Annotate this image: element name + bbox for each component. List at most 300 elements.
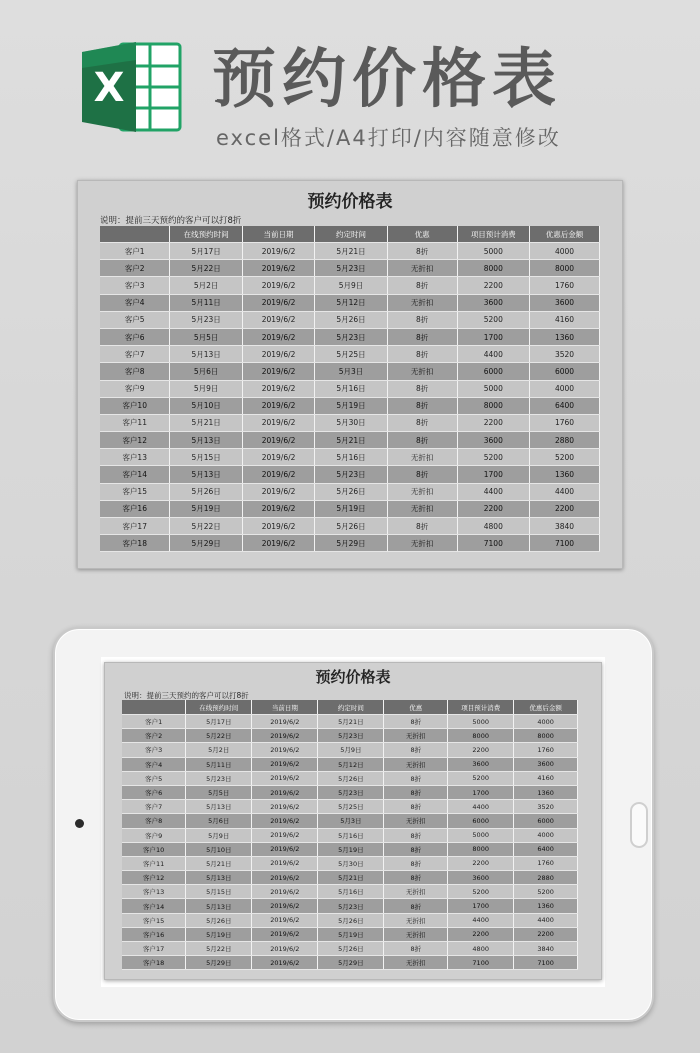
table-cell: 无折扣 xyxy=(384,885,448,899)
table-cell: 3520 xyxy=(530,346,600,363)
table-cell: 2019/6/2 xyxy=(242,500,314,517)
table-cell: 2019/6/2 xyxy=(242,414,314,431)
column-header: 在线预约时间 xyxy=(186,700,252,715)
table-cell: 8折 xyxy=(384,743,448,757)
table-cell: 5月19日 xyxy=(315,397,387,414)
price-table xyxy=(100,226,600,552)
table-cell: 5200 xyxy=(457,449,529,466)
excel-logo-icon xyxy=(82,40,182,134)
table-row xyxy=(122,885,578,899)
table-cell: 5月26日 xyxy=(315,518,387,535)
sheet-note: 说明：提前三天预约的客户可以打8折 xyxy=(100,216,242,226)
customer-cell: 客户9 xyxy=(122,828,186,842)
table-cell: 2019/6/2 xyxy=(252,871,318,885)
table-cell: 8折 xyxy=(387,277,457,294)
table-cell: 5月23日 xyxy=(170,311,242,328)
table-row xyxy=(100,483,600,500)
table-cell: 1760 xyxy=(514,743,578,757)
table-cell: 2019/6/2 xyxy=(242,432,314,449)
table-cell: 5月12日 xyxy=(315,294,387,311)
table-cell: 5月21日 xyxy=(318,871,384,885)
table-cell: 8折 xyxy=(384,842,448,856)
column-header: 当前日期 xyxy=(242,226,314,243)
table-cell: 5200 xyxy=(448,771,514,785)
table-cell: 8折 xyxy=(384,828,448,842)
table-cell: 8折 xyxy=(387,414,457,431)
table-cell: 8000 xyxy=(530,260,600,277)
table-cell: 4000 xyxy=(530,243,600,260)
column-header: 在线预约时间 xyxy=(170,226,242,243)
customer-cell: 客户2 xyxy=(100,260,170,277)
table-cell: 3600 xyxy=(457,294,529,311)
excel-logo-letter: X xyxy=(93,65,125,111)
table-row xyxy=(122,800,578,814)
table-cell: 5月21日 xyxy=(315,243,387,260)
table-body xyxy=(100,243,600,552)
table-cell: 5月23日 xyxy=(315,328,387,345)
table-row xyxy=(100,397,600,414)
table-cell: 5000 xyxy=(448,828,514,842)
table-cell: 2019/6/2 xyxy=(242,277,314,294)
table-cell: 2200 xyxy=(448,856,514,870)
table-cell: 5200 xyxy=(530,449,600,466)
table-cell: 8折 xyxy=(384,800,448,814)
table-cell: 5月26日 xyxy=(318,942,384,956)
table-row xyxy=(100,277,600,294)
table-row xyxy=(122,942,578,956)
table-cell: 2019/6/2 xyxy=(242,328,314,345)
customer-cell: 客户18 xyxy=(122,956,186,970)
table-cell: 5月15日 xyxy=(170,449,242,466)
table-cell: 5月19日 xyxy=(186,927,252,941)
customer-cell: 客户16 xyxy=(100,500,170,517)
table-cell: 5000 xyxy=(457,380,529,397)
sheet-preview-small xyxy=(104,662,602,980)
table-cell: 3600 xyxy=(448,871,514,885)
table-cell: 5月25日 xyxy=(318,800,384,814)
customer-cell: 客户12 xyxy=(122,871,186,885)
table-cell: 无折扣 xyxy=(384,757,448,771)
table-cell: 2019/6/2 xyxy=(252,899,318,913)
table-cell: 2019/6/2 xyxy=(252,785,318,799)
table-cell: 8折 xyxy=(387,466,457,483)
customer-cell: 客户13 xyxy=(122,885,186,899)
table-row xyxy=(100,466,600,483)
table-cell: 无折扣 xyxy=(387,260,457,277)
table-cell: 5月22日 xyxy=(170,518,242,535)
column-header xyxy=(122,700,186,715)
customer-cell: 客户8 xyxy=(122,814,186,828)
table-cell: 5月23日 xyxy=(315,260,387,277)
table-row xyxy=(122,785,578,799)
table-cell: 5月23日 xyxy=(315,466,387,483)
table-cell: 5月26日 xyxy=(318,913,384,927)
table-cell: 5000 xyxy=(457,243,529,260)
table-row xyxy=(122,871,578,885)
table-cell: 5月15日 xyxy=(186,885,252,899)
table-cell: 1700 xyxy=(457,328,529,345)
customer-cell: 客户13 xyxy=(100,449,170,466)
table-row xyxy=(100,449,600,466)
column-header xyxy=(100,226,170,243)
table-cell: 5月22日 xyxy=(170,260,242,277)
table-cell: 8折 xyxy=(387,380,457,397)
table-row xyxy=(100,363,600,380)
customer-cell: 客户4 xyxy=(100,294,170,311)
table-cell: 5月13日 xyxy=(186,800,252,814)
table-cell: 1700 xyxy=(457,466,529,483)
table-cell: 5月29日 xyxy=(170,535,242,552)
table-cell: 6000 xyxy=(514,814,578,828)
table-row xyxy=(122,757,578,771)
customer-cell: 客户18 xyxy=(100,535,170,552)
table-cell: 5月16日 xyxy=(318,885,384,899)
table-row xyxy=(122,842,578,856)
table-cell: 3600 xyxy=(457,432,529,449)
table-cell: 8折 xyxy=(384,942,448,956)
table-cell: 5月3日 xyxy=(315,363,387,380)
table-cell: 5月29日 xyxy=(318,956,384,970)
table-cell: 5月21日 xyxy=(315,432,387,449)
table-row xyxy=(122,927,578,941)
table-row xyxy=(122,899,578,913)
table-cell: 5月26日 xyxy=(315,483,387,500)
customer-cell: 客户5 xyxy=(122,771,186,785)
table-cell: 5月13日 xyxy=(170,432,242,449)
table-cell: 8折 xyxy=(384,785,448,799)
table-cell: 5月5日 xyxy=(186,785,252,799)
customer-cell: 客户14 xyxy=(100,466,170,483)
table-cell: 5月26日 xyxy=(315,311,387,328)
table-row xyxy=(100,294,600,311)
table-cell: 3600 xyxy=(530,294,600,311)
table-cell: 1360 xyxy=(530,466,600,483)
table-cell: 5月10日 xyxy=(170,397,242,414)
table-cell: 1760 xyxy=(514,856,578,870)
table-cell: 5月13日 xyxy=(186,871,252,885)
table-header-row xyxy=(100,226,600,243)
table-cell: 6000 xyxy=(530,363,600,380)
table-cell: 1760 xyxy=(530,277,600,294)
table-cell: 8折 xyxy=(384,871,448,885)
table-cell: 3840 xyxy=(530,518,600,535)
table-cell: 5月5日 xyxy=(170,328,242,345)
table-cell: 2019/6/2 xyxy=(242,535,314,552)
table-cell: 5月10日 xyxy=(186,842,252,856)
table-cell: 2200 xyxy=(448,927,514,941)
table-cell: 1360 xyxy=(530,328,600,345)
table-cell: 2200 xyxy=(530,500,600,517)
table-body xyxy=(122,715,578,970)
table-cell: 4000 xyxy=(514,715,578,729)
tablet-home-button xyxy=(630,802,648,848)
table-cell: 5月29日 xyxy=(186,956,252,970)
table-cell: 8000 xyxy=(448,729,514,743)
table-row xyxy=(122,814,578,828)
customer-cell: 客户3 xyxy=(122,743,186,757)
table-cell: 2019/6/2 xyxy=(252,927,318,941)
table-cell: 2019/6/2 xyxy=(252,715,318,729)
table-cell: 2019/6/2 xyxy=(252,842,318,856)
customer-cell: 客户9 xyxy=(100,380,170,397)
table-row xyxy=(122,729,578,743)
table-cell: 2019/6/2 xyxy=(242,483,314,500)
table-cell: 无折扣 xyxy=(387,363,457,380)
column-header: 优惠后金额 xyxy=(530,226,600,243)
table-cell: 5月9日 xyxy=(318,743,384,757)
table-cell: 2019/6/2 xyxy=(242,397,314,414)
table-cell: 8折 xyxy=(387,432,457,449)
table-cell: 5200 xyxy=(448,885,514,899)
table-cell: 2019/6/2 xyxy=(242,518,314,535)
column-header: 优惠后金额 xyxy=(514,700,578,715)
table-cell: 8000 xyxy=(514,729,578,743)
table-cell: 1700 xyxy=(448,899,514,913)
table-cell: 4000 xyxy=(530,380,600,397)
page-subtitle: excel格式/A4打印/内容随意修改 xyxy=(216,126,561,150)
table-cell: 2200 xyxy=(457,414,529,431)
customer-cell: 客户6 xyxy=(100,328,170,345)
table-cell: 5月22日 xyxy=(186,729,252,743)
table-cell: 无折扣 xyxy=(384,814,448,828)
table-cell: 无折扣 xyxy=(384,729,448,743)
table-cell: 4400 xyxy=(448,800,514,814)
table-cell: 2019/6/2 xyxy=(252,814,318,828)
table-cell: 5月17日 xyxy=(186,715,252,729)
column-header: 约定时间 xyxy=(318,700,384,715)
table-cell: 2019/6/2 xyxy=(252,800,318,814)
table-cell: 无折扣 xyxy=(384,927,448,941)
table-row xyxy=(100,260,600,277)
table-cell: 5月23日 xyxy=(318,899,384,913)
price-table xyxy=(122,700,578,970)
table-cell: 3600 xyxy=(514,757,578,771)
table-cell: 4400 xyxy=(448,913,514,927)
table-cell: 5月16日 xyxy=(315,449,387,466)
table-cell: 4160 xyxy=(530,311,600,328)
table-cell: 无折扣 xyxy=(387,294,457,311)
sheet-title: 预约价格表 xyxy=(307,192,393,212)
table-cell: 5月30日 xyxy=(318,856,384,870)
table-cell: 2019/6/2 xyxy=(252,956,318,970)
table-row xyxy=(100,518,600,535)
table-cell: 5月21日 xyxy=(170,414,242,431)
customer-cell: 客户15 xyxy=(122,913,186,927)
table-cell: 5月19日 xyxy=(170,500,242,517)
table-cell: 4400 xyxy=(457,346,529,363)
table-cell: 8折 xyxy=(387,328,457,345)
table-cell: 无折扣 xyxy=(387,500,457,517)
table-cell: 2019/6/2 xyxy=(252,828,318,842)
table-cell: 4800 xyxy=(448,942,514,956)
page-title: 预约价格表 xyxy=(212,43,562,117)
table-cell: 7100 xyxy=(514,956,578,970)
table-cell: 5月19日 xyxy=(318,842,384,856)
customer-cell: 客户11 xyxy=(122,856,186,870)
table-cell: 4400 xyxy=(514,913,578,927)
table-cell: 5月3日 xyxy=(318,814,384,828)
table-cell: 2019/6/2 xyxy=(252,729,318,743)
table-row xyxy=(100,500,600,517)
customer-cell: 客户8 xyxy=(100,363,170,380)
table-cell: 8折 xyxy=(384,856,448,870)
table-cell: 5月26日 xyxy=(318,771,384,785)
table-cell: 2880 xyxy=(530,432,600,449)
table-cell: 2019/6/2 xyxy=(252,856,318,870)
table-cell: 5月13日 xyxy=(170,346,242,363)
sheet-note: 说明：提前三天预约的客户可以打8折 xyxy=(124,691,249,700)
table-cell: 5月12日 xyxy=(318,757,384,771)
table-row xyxy=(122,743,578,757)
table-cell: 2019/6/2 xyxy=(252,885,318,899)
table-cell: 5月16日 xyxy=(318,828,384,842)
table-cell: 5月19日 xyxy=(318,927,384,941)
table-cell: 6400 xyxy=(530,397,600,414)
customer-cell: 客户1 xyxy=(122,715,186,729)
table-cell: 5月9日 xyxy=(170,380,242,397)
customer-cell: 客户10 xyxy=(122,842,186,856)
customer-cell: 客户17 xyxy=(122,942,186,956)
table-cell: 5月23日 xyxy=(318,785,384,799)
table-cell: 5月29日 xyxy=(315,535,387,552)
table-cell: 8折 xyxy=(384,715,448,729)
table-cell: 2019/6/2 xyxy=(242,311,314,328)
table-cell: 8折 xyxy=(387,397,457,414)
table-cell: 2019/6/2 xyxy=(242,466,314,483)
table-cell: 2880 xyxy=(514,871,578,885)
tablet-camera-icon xyxy=(75,819,84,828)
table-row xyxy=(122,856,578,870)
table-cell: 5200 xyxy=(457,311,529,328)
table-cell: 2200 xyxy=(457,500,529,517)
table-cell: 5月16日 xyxy=(315,380,387,397)
table-cell: 5月22日 xyxy=(186,942,252,956)
table-cell: 7100 xyxy=(448,956,514,970)
table-cell: 3520 xyxy=(514,800,578,814)
customer-cell: 客户6 xyxy=(122,785,186,799)
customer-cell: 客户1 xyxy=(100,243,170,260)
table-cell: 8折 xyxy=(384,899,448,913)
table-cell: 4000 xyxy=(514,828,578,842)
table-cell: 5月6日 xyxy=(170,363,242,380)
table-cell: 5月26日 xyxy=(170,483,242,500)
table-cell: 4160 xyxy=(514,771,578,785)
column-header: 优惠 xyxy=(384,700,448,715)
table-cell: 2019/6/2 xyxy=(252,942,318,956)
table-cell: 8000 xyxy=(448,842,514,856)
column-header: 约定时间 xyxy=(315,226,387,243)
table-cell: 8000 xyxy=(457,260,529,277)
table-row xyxy=(100,328,600,345)
table-cell: 2200 xyxy=(457,277,529,294)
table-row xyxy=(122,956,578,970)
table-cell: 2019/6/2 xyxy=(252,771,318,785)
table-row xyxy=(100,535,600,552)
sheet-title: 预约价格表 xyxy=(315,668,391,686)
table-row xyxy=(100,243,600,260)
table-cell: 1760 xyxy=(530,414,600,431)
table-cell: 5月9日 xyxy=(315,277,387,294)
table-cell: 8折 xyxy=(387,346,457,363)
table-cell: 无折扣 xyxy=(387,449,457,466)
table-cell: 5月13日 xyxy=(170,466,242,483)
table-header-row xyxy=(122,700,578,715)
table-cell: 6000 xyxy=(448,814,514,828)
customer-cell: 客户15 xyxy=(100,483,170,500)
table-cell: 2019/6/2 xyxy=(242,243,314,260)
table-cell: 7100 xyxy=(530,535,600,552)
table-cell: 2019/6/2 xyxy=(252,757,318,771)
table-cell: 无折扣 xyxy=(384,913,448,927)
table-cell: 1360 xyxy=(514,785,578,799)
table-row xyxy=(100,432,600,449)
table-cell: 5200 xyxy=(514,885,578,899)
table-row xyxy=(100,380,600,397)
table-cell: 5月26日 xyxy=(186,913,252,927)
table-cell: 6000 xyxy=(457,363,529,380)
table-cell: 4400 xyxy=(457,483,529,500)
table-cell: 5月11日 xyxy=(170,294,242,311)
customer-cell: 客户17 xyxy=(100,518,170,535)
customer-cell: 客户16 xyxy=(122,927,186,941)
table-cell: 5月2日 xyxy=(170,277,242,294)
table-cell: 无折扣 xyxy=(387,483,457,500)
table-cell: 5月11日 xyxy=(186,757,252,771)
table-cell: 2019/6/2 xyxy=(242,449,314,466)
sheet-preview-large xyxy=(77,180,623,569)
customer-cell: 客户11 xyxy=(100,414,170,431)
table-cell: 3840 xyxy=(514,942,578,956)
column-header: 当前日期 xyxy=(252,700,318,715)
table-cell: 8折 xyxy=(387,518,457,535)
customer-cell: 客户7 xyxy=(122,800,186,814)
table-cell: 8折 xyxy=(387,311,457,328)
table-cell: 5月9日 xyxy=(186,828,252,842)
table-cell: 5月23日 xyxy=(186,771,252,785)
customer-cell: 客户3 xyxy=(100,277,170,294)
table-cell: 5月21日 xyxy=(186,856,252,870)
customer-cell: 客户2 xyxy=(122,729,186,743)
table-cell: 5月30日 xyxy=(315,414,387,431)
table-row xyxy=(100,311,600,328)
table-cell: 2200 xyxy=(448,743,514,757)
table-cell: 2019/6/2 xyxy=(242,380,314,397)
table-cell: 5000 xyxy=(448,715,514,729)
table-cell: 5月6日 xyxy=(186,814,252,828)
table-cell: 8000 xyxy=(457,397,529,414)
table-row xyxy=(122,913,578,927)
table-cell: 6400 xyxy=(514,842,578,856)
column-header: 优惠 xyxy=(387,226,457,243)
table-cell: 2019/6/2 xyxy=(242,294,314,311)
table-cell: 5月2日 xyxy=(186,743,252,757)
table-cell: 无折扣 xyxy=(387,535,457,552)
table-cell: 4400 xyxy=(530,483,600,500)
table-cell: 3600 xyxy=(448,757,514,771)
customer-cell: 客户12 xyxy=(100,432,170,449)
table-cell: 5月13日 xyxy=(186,899,252,913)
column-header: 项目预计消费 xyxy=(448,700,514,715)
table-row xyxy=(100,346,600,363)
table-cell: 2019/6/2 xyxy=(252,743,318,757)
customer-cell: 客户5 xyxy=(100,311,170,328)
table-row xyxy=(122,828,578,842)
table-row xyxy=(122,715,578,729)
table-cell: 1360 xyxy=(514,899,578,913)
table-cell: 2200 xyxy=(514,927,578,941)
table-cell: 2019/6/2 xyxy=(242,346,314,363)
table-row xyxy=(122,771,578,785)
